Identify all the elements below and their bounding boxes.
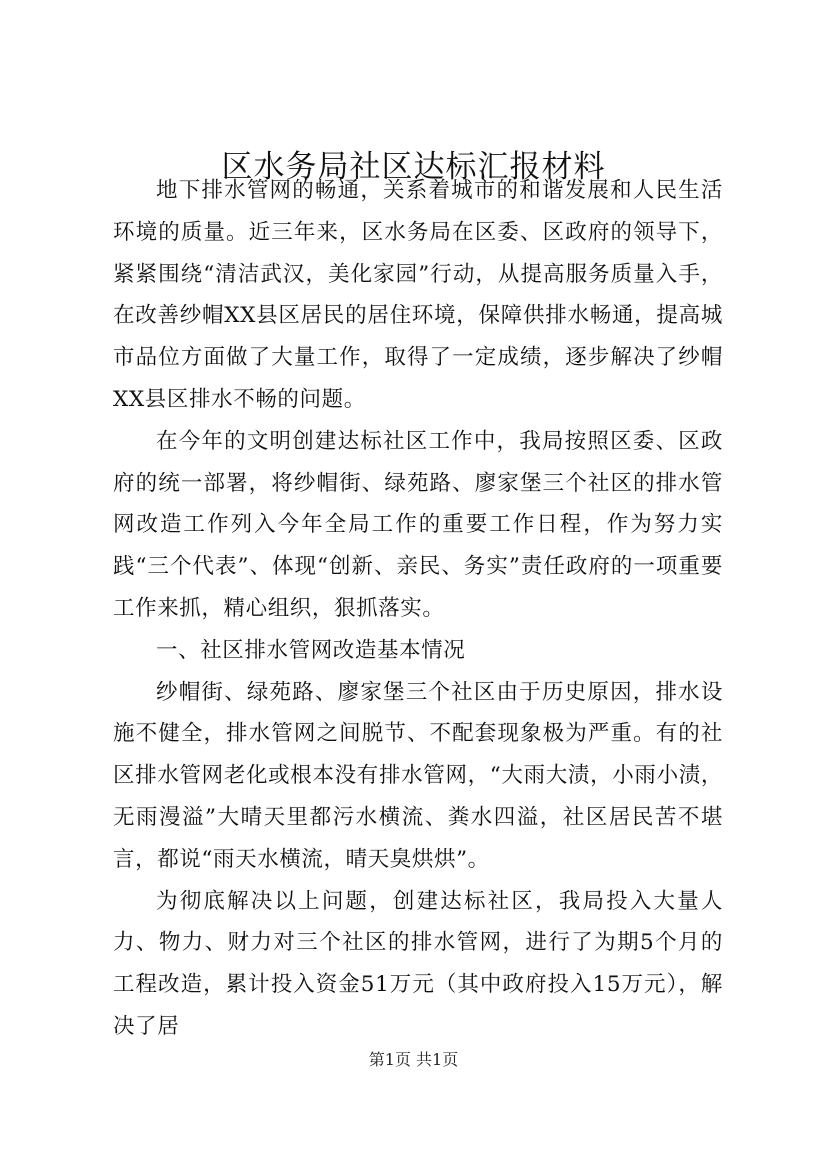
section-heading: 一、社区排水管网改造基本情况 [156,637,466,663]
page-footer: 第1页 共1页 [368,1050,459,1069]
document-body [113,170,723,1048]
paragraph-deployment: 在今年的文明创建达标社区工作中，我局按照区委、区政府的统一部署，将纱帽街、绿苑路、廖家堡三个社区的排水管网改造工作列入今年全局工作的重要工作日程，作为努力实践“三个代表”、体现“创新、亲民、务实”责任政府的一项重要工作来抓，精心组织，狠抓落实。 [113,428,723,621]
paragraph-situation: 纱帽街、绿苑路、廖家堡三个社区由于历史原因，排水设施不健全，排水管网之间脱节、不配套现象极为严重。有的社区排水管网老化或根本没有排水管网，“大雨大渍，小雨小渍，无雨漫溢”大晴天里都污水横流、粪水四溢，社区居民苦不堪言，都说“雨天水横流，晴天臭烘烘”。 [113,679,723,872]
paragraph-intro: 地下排水管网的畅通，关系着城市的和谐发展和人民生活环境的质量。近三年来，区水务局在区委、区政府的领导下，紧紧围绕“清洁武汉，美化家园”行动，从提高服务质量入手，在改善纱帽XX县区居民的居住环境，保障供排水畅通，提高城市品位方面做了大量工作，取得了一定成绩，逐步解决了纱帽XX县区排水不畅的问题。 [113,178,723,412]
paragraph-investment: 为彻底解决以上问题，创建达标社区，我局投入大量人力、物力、财力对三个社区的排水管网，进行了为期5个月的工程改造，累计投入资金51万元（其中政府投入15万元），解决了居 [113,888,723,1039]
document-title: 区水务局社区达标汇报材料 [221,149,606,185]
